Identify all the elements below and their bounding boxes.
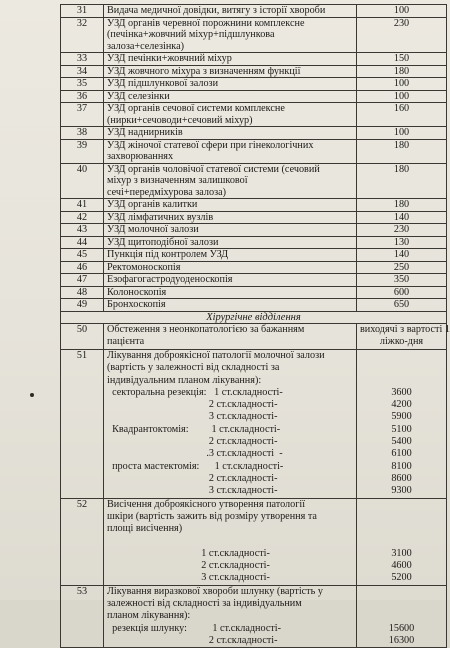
section-title: Хірургічне відділення — [61, 311, 447, 324]
row-number: 37 — [61, 103, 104, 127]
service-name: УЗД жовчного міхура з визначенням функції — [104, 65, 357, 78]
row-number: 53 — [61, 585, 104, 647]
row-number: 49 — [61, 299, 104, 312]
table-row-53 — [61, 585, 447, 647]
service-name: УЗД наднирників — [104, 127, 357, 140]
table-row-50 — [61, 324, 447, 350]
service-name: УЗД органів черевної порожнини комплексне (печінка+жовчний міхур+підшлункова залоза+селезінка) — [104, 17, 357, 53]
service-name: Езофагогастродуоденоскопія — [104, 274, 357, 287]
row-number: 38 — [61, 127, 104, 140]
row-number: 46 — [61, 261, 104, 274]
service-name: УЗД органів сечової системи комплексне (нирки+сечоводи+сечовий міхур) — [104, 103, 357, 127]
service-name: Лікування доброякісної патології молочної залози (вартість у залежності від складності за індивідуальним планом лікування): секторальна резекція: 1 ст.складності- 2 ст.складності- 3 ст.складності- Квадрантоктомія: 1 ст.складності- 2 ст.складності- .3 ст.складності - проста мастектомія: 1 ст.складності- 2 ст.складності- 3 ст.складності- — [104, 350, 357, 499]
row-number: 48 — [61, 286, 104, 299]
service-price: 180 — [357, 139, 447, 163]
service-name: УЗД органів чоловічої статевої системи (сечовий міхур з визначенням залишкової сечі+передміхурова залоза) — [104, 163, 357, 199]
service-name: Ректомоноскопія — [104, 261, 357, 274]
service-price: 150 — [357, 53, 447, 66]
table-row — [61, 103, 447, 127]
row-number: 43 — [61, 224, 104, 237]
price-values: 15600 16300 — [388, 622, 415, 646]
table-row — [61, 236, 447, 249]
service-price — [357, 350, 447, 499]
service-price: 140 — [357, 249, 447, 262]
row-number: 44 — [61, 236, 104, 249]
service-price: 140 — [357, 211, 447, 224]
price-values: 3100 4600 5200 — [391, 547, 412, 584]
service-price: 650 — [357, 299, 447, 312]
service-name: Бронхоскопія — [104, 299, 357, 312]
service-price: 180 — [357, 199, 447, 212]
row-number: 52 — [61, 498, 104, 585]
table-row — [61, 299, 447, 312]
table-row — [61, 53, 447, 66]
service-price: 160 — [357, 103, 447, 127]
table-row-51 — [61, 350, 447, 499]
service-price: 600 — [357, 286, 447, 299]
service-price: 180 — [357, 65, 447, 78]
table-row — [61, 224, 447, 237]
service-name: УЗД молочної залози — [104, 224, 357, 237]
service-name: Обстеження з неонкопатологією за бажанням пацієнта — [104, 324, 357, 350]
service-price — [357, 585, 447, 647]
table-row — [61, 199, 447, 212]
row-number: 39 — [61, 139, 104, 163]
service-price: 100 — [357, 127, 447, 140]
service-name: УЗД підшлункової залози — [104, 78, 357, 91]
row-number: 40 — [61, 163, 104, 199]
row-number: 42 — [61, 211, 104, 224]
price-table — [60, 4, 450, 648]
service-name: Лікування виразкової хвороби шлунку (вартість у залежності від складності за індивідуальним планом лікування): резекція шлунку: 1 ст.складності- 2 ст.складності- — [104, 585, 357, 647]
service-name: УЗД органів калитки — [104, 199, 357, 212]
row-number: 34 — [61, 65, 104, 78]
table-row — [61, 286, 447, 299]
service-price: 100 — [357, 78, 447, 91]
table-row — [61, 139, 447, 163]
table-row — [61, 90, 447, 103]
section-header-row — [61, 311, 447, 324]
service-name: УЗД печінки+жовчний міхур — [104, 53, 357, 66]
row-number: 35 — [61, 78, 104, 91]
row-number: 51 — [61, 350, 104, 499]
service-name: Колоноскопія — [104, 286, 357, 299]
service-name: УЗД селезінки — [104, 90, 357, 103]
service-name: УЗД лімфатичних вузлів — [104, 211, 357, 224]
price-values: 3600 4200 5900 5100 5400 6100 8100 8600 9300 — [391, 386, 412, 497]
table-row — [61, 78, 447, 91]
table-row — [61, 211, 447, 224]
table-row — [61, 127, 447, 140]
service-price: 250 — [357, 261, 447, 274]
row-number: 50 — [61, 324, 104, 350]
rows-a — [61, 5, 447, 312]
service-price — [357, 498, 447, 585]
service-name: УЗД жіночої статевої сфери при гінекологічних захворюваннях — [104, 139, 357, 163]
service-price: 350 — [357, 274, 447, 287]
table-row — [61, 261, 447, 274]
table-row — [61, 163, 447, 199]
service-name: Видача медичної довідки, витягу з історії хвороби — [104, 5, 357, 18]
table-row-52 — [61, 498, 447, 585]
table-row — [61, 17, 447, 53]
service-price: 230 — [357, 17, 447, 53]
table-row — [61, 249, 447, 262]
table-row — [61, 5, 447, 18]
row-number: 41 — [61, 199, 104, 212]
row-number: 31 — [61, 5, 104, 18]
row-number: 36 — [61, 90, 104, 103]
service-price: 230 — [357, 224, 447, 237]
service-name: УЗД щитоподібної залози — [104, 236, 357, 249]
ink-dot — [30, 393, 34, 397]
row-number: 32 — [61, 17, 104, 53]
row-number: 47 — [61, 274, 104, 287]
row-number: 45 — [61, 249, 104, 262]
service-price: 130 — [357, 236, 447, 249]
service-name: Пункція під контролем УЗД — [104, 249, 357, 262]
table-row — [61, 274, 447, 287]
service-price: 180 — [357, 163, 447, 199]
service-price: виходячі з вартості 1 ліжко-дня — [357, 324, 447, 350]
service-name: Висічення доброякісного утворення патології шкіри (вартість зажить від розміру утворення та площі висічення) 1 ст.складності- 2 ст.складності- 3 ст.складності- — [104, 498, 357, 585]
service-price: 100 — [357, 5, 447, 18]
service-price: 100 — [357, 90, 447, 103]
table-row — [61, 65, 447, 78]
row-number: 33 — [61, 53, 104, 66]
